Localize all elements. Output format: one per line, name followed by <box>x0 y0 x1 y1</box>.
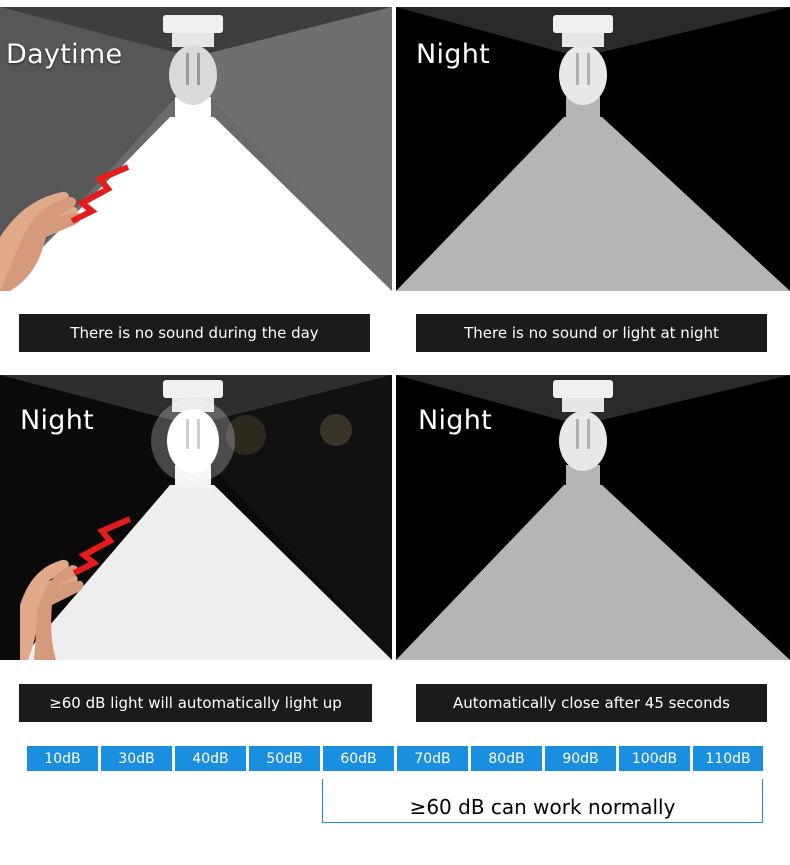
panel-title: Night <box>416 39 491 70</box>
db-chip: 50dB <box>249 746 320 771</box>
db-scale <box>27 746 763 771</box>
db-chip: 110dB <box>693 746 763 771</box>
caption-night-auto-close: Automatically close after 45 seconds <box>416 684 767 722</box>
db-chip: 80dB <box>471 746 542 771</box>
db-threshold-bracket <box>322 779 763 823</box>
panel-title: Night <box>418 405 493 436</box>
panel-night-auto-close <box>396 375 790 660</box>
caption-night-off: There is no sound or light at night <box>416 314 767 352</box>
db-chip: 100dB <box>619 746 690 771</box>
db-chip: 90dB <box>545 746 616 771</box>
db-chip: 10dB <box>27 746 98 771</box>
db-chip: 60dB <box>323 746 394 771</box>
panel-title: Night <box>20 405 95 436</box>
db-chip: 70dB <box>397 746 468 771</box>
db-chip: 30dB <box>101 746 172 771</box>
panel-daytime <box>0 7 392 291</box>
db-threshold-note: ≥60 dB can work normally <box>409 795 676 819</box>
panel-night-off <box>396 7 790 291</box>
caption-night-on: ≥60 dB light will automatically light up <box>19 684 372 722</box>
db-chip: 40dB <box>175 746 246 771</box>
bulb-icon <box>151 380 235 483</box>
panel-night-on <box>0 375 392 660</box>
panel-title: Daytime <box>6 39 123 70</box>
caption-daytime: There is no sound during the day <box>19 314 370 352</box>
